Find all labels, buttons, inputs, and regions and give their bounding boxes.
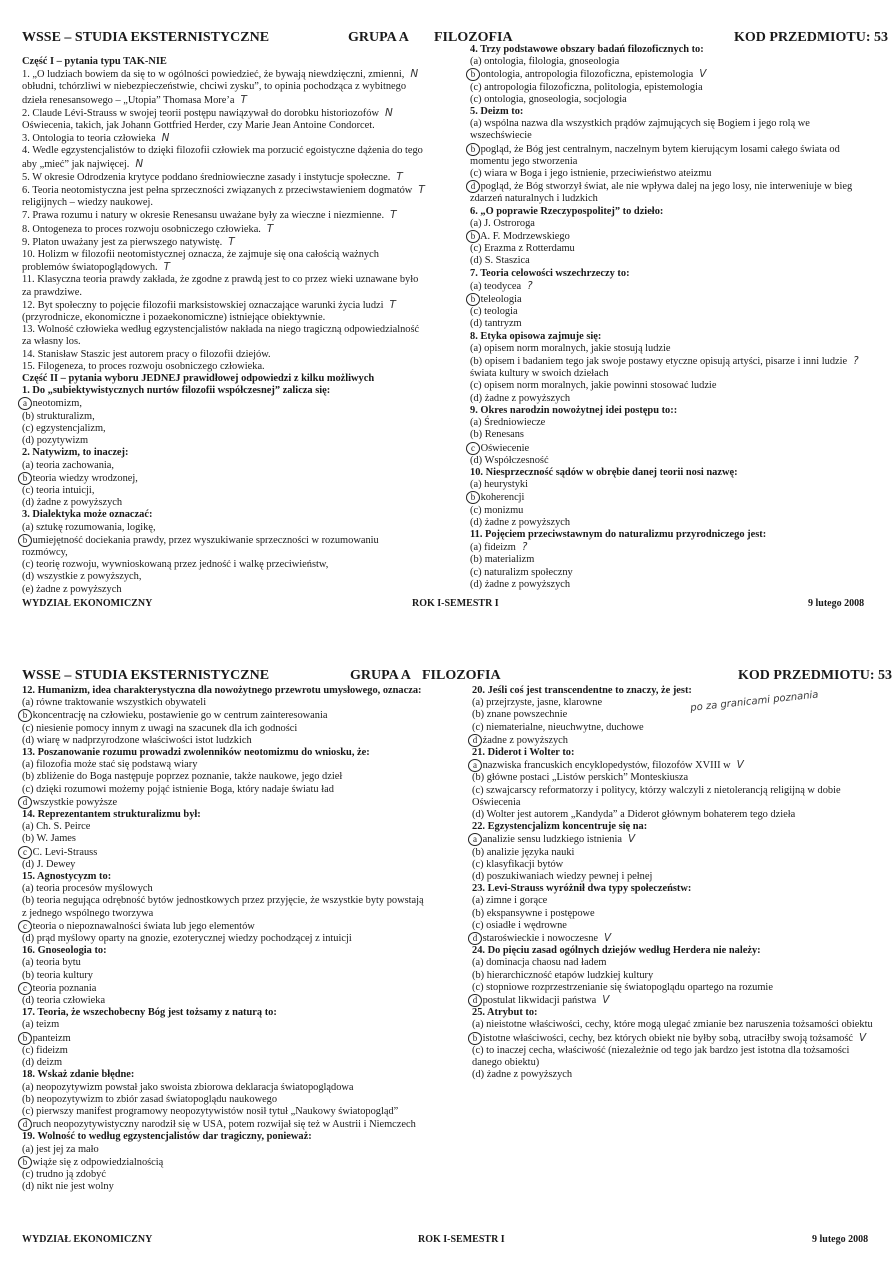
- text-line: (d) S. Staszica: [470, 255, 530, 267]
- left-column: [22, 56, 447, 596]
- circled-choice-mark: d: [468, 994, 482, 1007]
- year-semester: ROK I-SEMESTR I: [418, 1234, 505, 1245]
- right-column: [470, 44, 880, 591]
- selected-answer: [22, 709, 457, 722]
- circled-choice-mark: c: [466, 442, 480, 455]
- text-line: (d) poszukiwaniach wiedzy pewnej i pełnej: [472, 871, 653, 883]
- handwritten-mark: T: [228, 235, 235, 248]
- circled-choice-mark: c: [18, 846, 32, 859]
- text-line: (d) żadne z powyższych: [470, 578, 571, 590]
- selected-answer: [470, 143, 880, 156]
- faculty-label: WYDZIAŁ EKONOMICZNY: [22, 1234, 153, 1245]
- question-heading: 10. Niesprzeczność sądów w obrębie danej teorii nosi nazwę:: [470, 466, 738, 478]
- text-line: 10. Holizm w filozofii neotomistycznej oznacza, że zajmuje się ona całością ważnych: [22, 249, 379, 261]
- text-line: wszechświecie: [470, 130, 532, 142]
- school-title: WSSE – STUDIA EKSTERNISTYCZNE: [22, 30, 270, 45]
- text-line: (c) teorię rozwoju, wywnioskowaną przez jedność i walkę przeciwieństw,: [22, 559, 329, 571]
- text-line: (a) ontologia, filologia, gnoseologia: [470, 56, 620, 68]
- text-line: (a) równe traktowanie wszystkich obywateli: [22, 697, 207, 709]
- text-line: (a) sztukę rozumowania, logikę,: [22, 521, 156, 533]
- text-line: (b) Renesans: [470, 429, 524, 441]
- handwritten-mark: V: [602, 994, 610, 1007]
- text-line: (c) to inaczej cecha, właściwość (niezależnie od tego jak bardzo jest istotna dla tożsamości: [472, 1044, 850, 1056]
- text-line: (d) żadne z powyższych: [470, 516, 571, 528]
- handwritten-mark: V: [604, 932, 612, 945]
- handwritten-mark: N: [410, 68, 419, 81]
- subject-label: FILOZOFIA: [434, 30, 513, 45]
- text-line: (d) Wolter jest autorem „Kandyda” a Diderot głównym bohaterem tego dzieła: [472, 809, 796, 821]
- exam-page-2: [0, 660, 893, 1263]
- text-line: (c) teoria intuicji,: [22, 484, 95, 496]
- circled-choice-mark: b: [466, 293, 480, 306]
- circled-choice-mark: d: [468, 932, 482, 945]
- handwritten-mark: ?: [527, 279, 533, 292]
- text-line: (c) teologia: [470, 306, 518, 318]
- selected-answer: [22, 1032, 457, 1045]
- circled-choice-mark: b: [18, 709, 32, 722]
- text-line: problemów światopoglądowych. T: [22, 261, 170, 274]
- question-heading: 11. Pojęciem przeciwstawnym do naturalizmu przyrodniczego jest:: [470, 528, 767, 540]
- handwritten-mark: N: [135, 157, 144, 170]
- circled-choice-mark: c: [18, 982, 32, 995]
- text-line: (a) wspólna nazwa dla wszystkich prądów zajmujących się Bogiem i jego rolą we: [470, 118, 810, 130]
- answer-text: teoria o niepoznawalności świata lub jego elementów: [30, 920, 255, 932]
- answer-text: teoria wiedzy wrodzonej,: [30, 472, 138, 484]
- text-line: (b) ekspansywne i postępowe: [472, 907, 595, 919]
- text-line: 8. Ontogeneza to proces rozwoju osobniczego człowieka. T: [22, 222, 274, 235]
- year-semester: ROK I-SEMESTR I: [412, 598, 499, 609]
- question-heading: Część I – pytania typu TAK-NIE: [22, 56, 167, 67]
- question-heading: 1. Do „subiektywistycznych nurtów filozofii współczesnej” zalicza się:: [22, 385, 331, 397]
- answer-text: pogląd, że Bóg stworzył świat, ale nie wpływa dalej na jego losy, nie interweniuje w bieg: [478, 181, 853, 193]
- question-heading: 13. Poszanowanie rozumu prowadzi zwolenników neotomizmu do wniosku, że:: [22, 747, 370, 759]
- circled-choice-mark: b: [466, 230, 480, 243]
- text-line: (c) monizmu: [470, 504, 524, 516]
- handwritten-mark: V: [859, 1031, 867, 1044]
- selected-answer: [472, 932, 882, 945]
- text-line: (a) jest jej za mało: [22, 1143, 99, 1155]
- text-line: religijnych – wiedzy naukowej.: [22, 197, 153, 209]
- text-line: (a) Ch. S. Peirce: [22, 821, 91, 833]
- answer-text: żadne z powyższych: [480, 734, 568, 746]
- text-line: (d) wiarę w nadprzyrodzone właściwości istot ludzkich: [22, 734, 252, 746]
- text-line: świata kultury w swoich dziełach: [470, 368, 609, 380]
- selected-answer: [22, 534, 447, 547]
- answer-text: Oświecenie: [478, 442, 530, 454]
- left-column: [22, 685, 457, 1193]
- text-line: (a) neopozytywizm powstał jako swoista zbiorowa deklaracja światopoglądowa: [22, 1081, 354, 1093]
- right-column: [472, 685, 882, 1082]
- text-line: momentu jego stworzenia: [470, 155, 578, 167]
- text-line: (b) analizie języka nauki: [472, 846, 575, 858]
- handwritten-mark: T: [418, 184, 425, 197]
- text-line: 2. Claude Lévi-Strauss w swojej teorii postępu nawiązywał do dorobku historiozofów N: [22, 106, 393, 119]
- text-line: (a) przejrzyste, jasne, klarowne: [472, 697, 603, 709]
- page-footer: [22, 1234, 882, 1250]
- text-line: (c) pierwszy manifest programowy neopozytywistów nosił tytuł „Naukowy światopogląd”: [22, 1105, 399, 1117]
- question-heading: 24. Do pięciu zasad ogólnych dziejów według Herdera nie należy:: [472, 945, 761, 957]
- text-line: (c) ontologia, gnoseologia, socjologia: [470, 93, 627, 105]
- text-line: (c) stopniowe rozprzestrzenianie się światopoglądu opartego na rozumie: [472, 981, 773, 993]
- text-line: (d) prąd myślowy oparty na gnozie, ezoterycznej wiedzy pochodzącej z intuicji: [22, 933, 352, 945]
- answer-text: umiejętność dociekania prawdy, przez wyszukiwanie sprzeczności w rozumowaniu: [30, 534, 379, 546]
- text-line: z jednego wspólnego tworzywa: [22, 907, 154, 919]
- selected-answer: [472, 833, 882, 846]
- text-line: (c) Erazma z Rotterdamu: [470, 243, 575, 255]
- text-line: (b) główne postaci „Listów perskich” Monteskiusza: [472, 772, 689, 784]
- text-line: (a) J. Ostroroga: [470, 217, 535, 229]
- question-heading: 9. Okres narodzin nowożytnej idei postępu to::: [470, 404, 678, 416]
- text-line: (a) heurystyki: [470, 479, 528, 491]
- question-heading: 6. „O poprawie Rzeczypospolitej” to dzieło:: [470, 205, 664, 217]
- selected-answer: [22, 397, 447, 410]
- circled-choice-mark: b: [466, 68, 480, 81]
- handwritten-mark: N: [161, 132, 170, 145]
- answer-text: nazwiska francuskich encyklopedystów, filozofów XVIII w: [480, 760, 731, 772]
- answer-text: teleologia: [478, 294, 522, 306]
- text-line: (a) teoria zachowania,: [22, 459, 115, 471]
- question-heading: 12. Humanizm, idea charakterystyczna dla nowożytnego przewrotu umysłowego, oznacza:: [22, 685, 422, 696]
- text-line: (c) osiadłe i wędrowne: [472, 919, 567, 931]
- handwritten-mark: N: [384, 106, 393, 119]
- text-line: (c) egzystencjalizm,: [22, 422, 106, 434]
- circled-choice-mark: c: [18, 920, 32, 933]
- handwritten-mark: T: [163, 261, 170, 274]
- text-line: (a) fideizm ?: [470, 541, 528, 554]
- selected-answer: [472, 994, 882, 1007]
- question-heading: 19. Wolność to według egzystencjalistów dar tragiczny, ponieważ:: [22, 1131, 312, 1143]
- handwritten-mark: ?: [521, 541, 528, 554]
- text-line: 15. Filogeneza, to proces rozwoju osobniczego człowieka.: [22, 360, 265, 372]
- text-line: (d) wszystkie z powyższych,: [22, 571, 142, 583]
- handwritten-mark: V: [627, 833, 636, 846]
- text-line: 9. Platon uważany jest za pierwszego natywistę. T: [22, 235, 235, 248]
- text-line: (c) szwajcarscy reformatorzy i politycy, którzy walczyli z nietolerancją religijną w dobie: [472, 784, 841, 796]
- text-line: (d) J. Dewey: [22, 858, 76, 870]
- selected-answer: [472, 759, 882, 772]
- course-code: KOD PRZEDMIOTU: 53: [738, 668, 892, 683]
- question-heading: 14. Reprezentantem strukturalizmu był:: [22, 809, 201, 821]
- circled-choice-mark: d: [18, 796, 32, 809]
- selected-answer: [22, 982, 457, 995]
- answer-text: istotne właściwości, cechy, bez których obiekt nie byłby sobą, utraciłby swoją tożsamość: [480, 1032, 854, 1044]
- answer-text: postulat likwidacji państwa: [480, 995, 597, 1007]
- text-line: (d) pozytywizm: [22, 435, 89, 447]
- text-line: obłudni, tchórzliwi w niebezpieczeństwie, chciwi zysku”, to opinia pochodząca z wybitnego: [22, 81, 407, 93]
- handwritten-note: po za granicami poznania: [689, 689, 819, 714]
- circled-choice-mark: b: [18, 1032, 32, 1045]
- group-label: GRUPA A: [350, 668, 411, 683]
- text-line: (c) dzięki rozumowi możemy pojąć istnienie Boga, który nadaje światu ład: [22, 783, 334, 795]
- handwritten-mark: T: [240, 93, 247, 106]
- text-line: (a) opisem norm moralnych, jakie stosują ludzie: [470, 342, 671, 354]
- answer-text: panteizm: [30, 1032, 71, 1044]
- text-line: aby „mieć” jak najwięcej. N: [22, 157, 144, 170]
- text-line: (c) wiara w Boga i jego istnienie, przeciwieństwo ateizmu: [470, 168, 712, 180]
- text-line: za prawdziwe.: [22, 286, 82, 298]
- answer-text: ruch neopozytywistyczny narodził się w USA, potem rozwijał się też w Austrii i Niemczech: [30, 1119, 416, 1131]
- text-line: (b) W. James: [22, 833, 76, 845]
- question-heading: 8. Etyka opisowa zajmuje się:: [470, 330, 602, 342]
- selected-answer: [22, 920, 457, 933]
- selected-answer: [472, 1032, 882, 1045]
- text-line: (c) niesienie pomocy innym z uwagi na szacunek dla ich godności: [22, 722, 298, 734]
- text-line: (b) materializm: [470, 554, 535, 566]
- answer-text: teoria poznania: [30, 982, 97, 994]
- exam-page-1: [0, 0, 893, 620]
- text-line: 7. Prawa rozumu i natury w okresie Renesansu uważane były za wieczne i niezmienne. T: [22, 209, 397, 222]
- selected-answer: [470, 230, 880, 243]
- selected-answer: [22, 796, 457, 809]
- selected-answer: [470, 442, 880, 455]
- text-line: (b) teoria negująca odrębność bytów jednostkowych przez przyjęcie, że wszystkie byty powstają: [22, 895, 424, 907]
- question-heading: 15. Agnostycyzm to:: [22, 871, 112, 883]
- exam-date: 9 lutego 2008: [808, 598, 865, 609]
- circled-choice-mark: d: [468, 734, 482, 747]
- text-line: 5. W okresie Odrodzenia krytyce poddano średniowieczne zasady i instytucje społeczne. T: [22, 170, 403, 183]
- text-line: (d) żadne z powyższych: [470, 392, 571, 404]
- text-line: 13. Wolność człowieka według egzystencjalistów nakłada na niego tragiczną odpowiedzialność: [22, 324, 420, 336]
- subject-label: FILOZOFIA: [422, 668, 501, 683]
- selected-answer: [22, 1118, 457, 1131]
- answer-text: staroświeckie i nowoczesne: [480, 933, 599, 945]
- text-line: (c) fideizm: [22, 1044, 68, 1056]
- question-heading: 16. Gnoseologia to:: [22, 945, 107, 957]
- text-line: 12. Byt społeczny to pojęcie filozofii marksistowskiej oznaczające warunki życia ludzi T: [22, 298, 396, 311]
- text-line: (a) teizm: [22, 1019, 60, 1031]
- faculty-label: WYDZIAŁ EKONOMICZNY: [22, 598, 153, 609]
- question-heading: 22. Egzystencjalizm koncentruje się na:: [472, 821, 648, 833]
- text-line: (a) teoria bytu: [22, 957, 81, 969]
- text-line: (d) Współczesność: [470, 454, 549, 466]
- circled-choice-mark: b: [466, 491, 480, 504]
- text-line: (c) trudno ją zdobyć: [22, 1168, 106, 1180]
- text-line: (c) antropologia filozoficzna, politologia, epistemologia: [470, 81, 703, 93]
- circled-choice-mark: d: [466, 180, 480, 193]
- question-heading: 5. Deizm to:: [470, 106, 524, 118]
- text-line: (b) hierarchiczność etapów ludzkiej kultury: [472, 969, 654, 981]
- answer-text: pogląd, że Bóg jest centralnym, naczelnym bytem kierującym losami całego świata od: [478, 143, 840, 155]
- answer-text: ontologia, antropologia filozoficzna, epistemologia: [478, 69, 694, 81]
- text-line: (a) teoria procesów myślowych: [22, 883, 153, 895]
- text-line: (d) tantryzm: [470, 318, 522, 330]
- handwritten-mark: V: [699, 68, 707, 81]
- circled-choice-mark: d: [18, 1118, 32, 1131]
- circled-choice-mark: b: [466, 143, 480, 156]
- circled-choice-mark: b: [18, 1156, 32, 1169]
- text-line: dzieła renesansowego – „Utopia” Thomasa More’a T: [22, 93, 247, 106]
- text-line: (c) klasyfikacji bytów: [472, 858, 564, 870]
- text-line: (a) nieistotne właściwości, cechy, które mogą ulegać zmianie bez naruszenia tożsamości obiektu: [472, 1019, 873, 1031]
- school-title: WSSE – STUDIA EKSTERNISTYCZNE: [22, 668, 270, 683]
- handwritten-mark: T: [390, 209, 397, 222]
- question-heading: 4. Trzy podstawowe obszary badań filozoficznych to:: [470, 44, 704, 55]
- text-line: (b) teoria kultury: [22, 969, 93, 981]
- question-heading: 7. Teoria celowości wszechrzeczy to:: [470, 267, 630, 279]
- handwritten-mark: ?: [853, 355, 859, 368]
- text-line: za własny los.: [22, 336, 81, 348]
- selected-answer: [22, 846, 457, 859]
- question-heading: 20. Jeśli coś jest transcendentne to znaczy, że jest:: [472, 685, 692, 696]
- page-footer: [22, 598, 882, 614]
- text-line: (c) niematerialne, nieuchwytne, duchowe: [472, 721, 644, 733]
- text-line: rozmówcy,: [22, 546, 68, 558]
- text-line: (a) Średniowiecze: [470, 417, 546, 429]
- selected-answer: [470, 293, 880, 306]
- text-line: (b) strukturalizm,: [22, 410, 95, 422]
- text-line: (a) filozofia może stać się podstawą wiary: [22, 759, 198, 771]
- question-heading: 21. Diderot i Wolter to:: [472, 747, 575, 759]
- question-heading: Część II – pytania wyboru JEDNEJ prawidłowej odpowiedzi z kilku możliwych: [22, 373, 375, 385]
- text-line: (a) teodycea ?: [470, 279, 533, 292]
- text-line: (c) naturalizm społeczny: [470, 566, 573, 578]
- text-line: Oświecenia, takich, jak Johann Gottfried Herder, czy Marie Jean Antoine Condorcet.: [22, 120, 375, 132]
- question-heading: 3. Dialektyka może oznaczać:: [22, 509, 153, 521]
- question-heading: 2. Natywizm, to inaczej:: [22, 447, 129, 459]
- text-line: (b) zbliżenie do Boga następuje poprzez poznanie, także naukowe, jego dzieł: [22, 771, 343, 783]
- text-line: zdarzeń naturalnych i ludzkich: [470, 193, 598, 205]
- handwritten-mark: T: [389, 298, 396, 311]
- answer-text: wiąże się z odpowiedzialnością: [30, 1156, 164, 1168]
- selected-answer: [470, 491, 880, 504]
- text-line: (d) deizm: [22, 1057, 63, 1069]
- text-line: (b) neopozytywizm to zbiór zasad światopoglądu naukowego: [22, 1093, 278, 1105]
- answer-text: analizie sensu ludzkiego istnienia: [480, 834, 622, 846]
- answer-text: koherencji: [478, 492, 525, 504]
- text-line: (d) teoria człowieka: [22, 995, 106, 1007]
- text-line: (b) opisem i badaniem tego jak swoje postawy etyczne opisują artyści, pisarze i inni ludzie ?: [470, 355, 859, 368]
- question-heading: 18. Wskaż zdanie błędne:: [22, 1069, 135, 1081]
- circled-choice-mark: a: [468, 833, 482, 846]
- handwritten-mark: T: [266, 222, 274, 235]
- text-line: (d) żadne z powyższych: [22, 497, 123, 509]
- text-line: (b) znane powszechnie: [472, 709, 568, 721]
- text-line: 4. Wedle egzystencjalistów to dzięki filozofii człowiek ma porzucić egoistyczne dążenia do tego: [22, 145, 423, 157]
- text-line: 3. Ontologia to teoria człowieka N: [22, 132, 170, 145]
- text-line: 6. Teoria neotomistyczna jest pełna sprzeczności związanych z przeciwstawieniem dogmatów T: [22, 184, 425, 197]
- text-line: 14. Stanisław Staszic jest autorem pracy o filozofii dziejów.: [22, 348, 271, 360]
- circled-choice-mark: a: [468, 759, 482, 772]
- course-code: KOD PRZEDMIOTU: 53: [734, 30, 888, 45]
- answer-text: neotomizm,: [30, 398, 82, 410]
- circled-choice-mark: b: [18, 534, 32, 547]
- selected-answer: [22, 472, 447, 485]
- answer-text: koncentrację na człowieku, postawienie go w centrum zainteresowania: [30, 710, 328, 722]
- question-heading: 25. Atrybut to:: [472, 1007, 538, 1019]
- handwritten-mark: T: [396, 170, 403, 183]
- text-line: Oświecenia: [472, 796, 521, 808]
- handwritten-mark: V: [736, 759, 744, 772]
- text-line: (c) opisem norm moralnych, jakie powinni stosować ludzie: [470, 380, 717, 392]
- exam-date: 9 lutego 2008: [812, 1234, 869, 1245]
- selected-answer: [22, 1156, 457, 1169]
- question-heading: 23. Levi-Strauss wyróżnił dwa typy społeczeństw:: [472, 883, 692, 895]
- circled-choice-mark: b: [18, 472, 32, 485]
- selected-answer: [472, 734, 882, 747]
- text-line: 1. „O ludziach bowiem da się to w ogólności powiedzieć, że bywają niewdzięczni, zmienni, N: [22, 68, 419, 81]
- text-line: (a) dominacja chaosu nad ładem: [472, 957, 607, 969]
- group-label: GRUPA A: [348, 30, 409, 45]
- selected-answer: [470, 180, 880, 193]
- question-heading: 17. Teoria, że wszechobecny Bóg jest tożsamy z naturą to:: [22, 1007, 277, 1019]
- text-line: (d) żadne z powyższych: [472, 1069, 573, 1081]
- circled-choice-mark: a: [18, 397, 32, 410]
- answer-text: C. Levi-Strauss: [30, 846, 98, 858]
- text-line: danego obiektu): [472, 1057, 540, 1069]
- selected-answer: [470, 68, 880, 81]
- text-line: 11. Klasyczna teoria prawdy zakłada, że zgodne z prawdą jest to co przez wieki uznawane było: [22, 274, 419, 286]
- circled-choice-mark: b: [468, 1032, 482, 1045]
- answer-text: A. F. Modrzewskiego: [478, 231, 570, 243]
- text-line: (a) zimne i gorące: [472, 895, 548, 907]
- text-line: (d) nikt nie jest wolny: [22, 1181, 114, 1193]
- text-line: (przyrodnicze, ekonomiczne i pozaekonomiczne) istniejące obiektywnie.: [22, 312, 326, 324]
- text-line: (e) żadne z powyższych: [22, 583, 122, 595]
- answer-text: wszystkie powyższe: [30, 796, 118, 808]
